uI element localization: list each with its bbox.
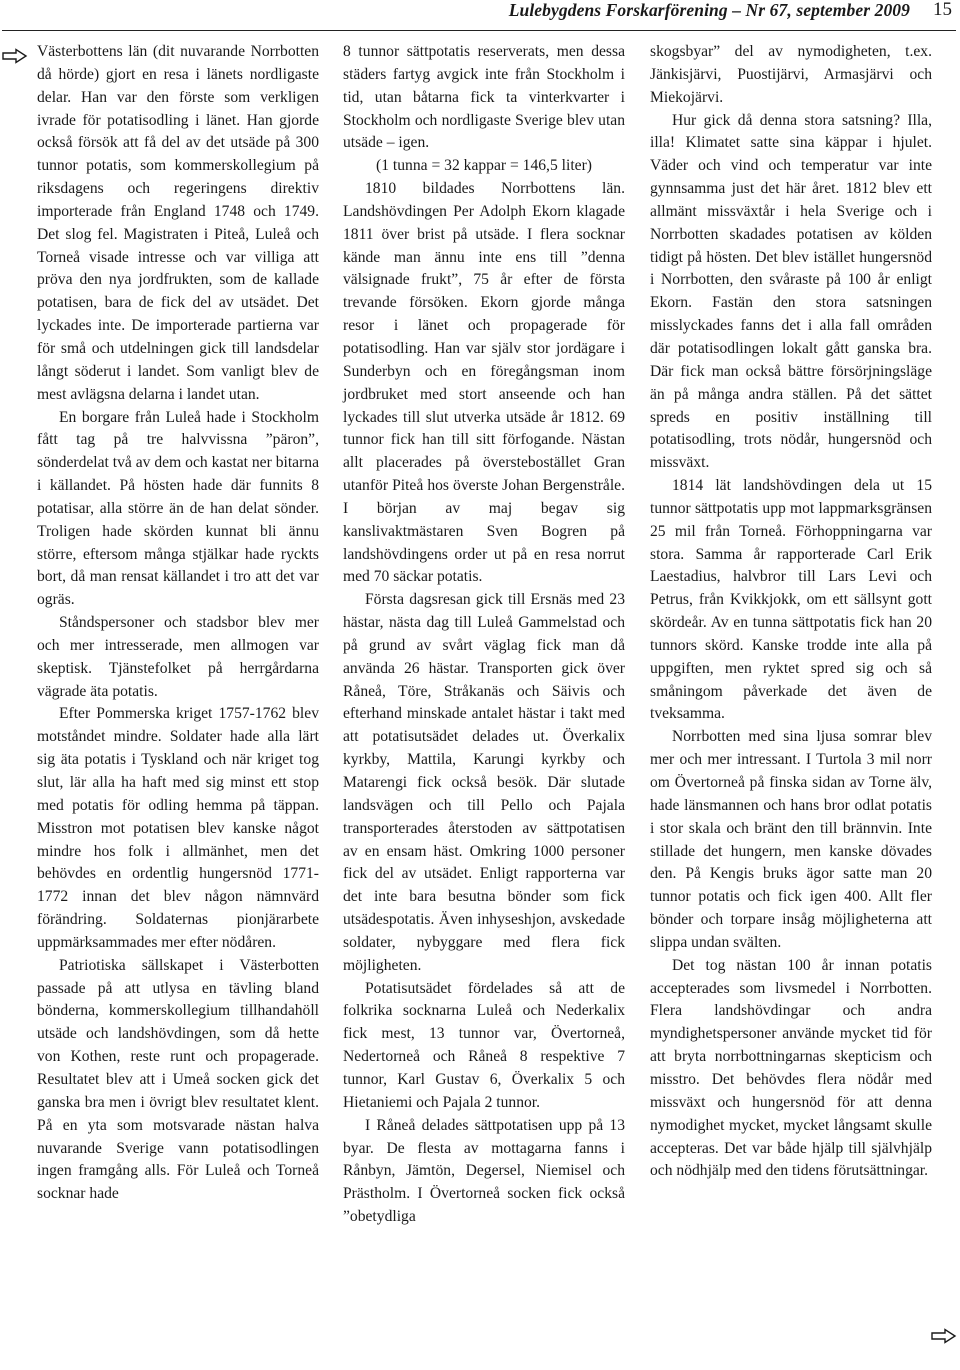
running-header — [0, 0, 960, 30]
measure-note: (1 tunna = 32 kappar = 146,5 liter) — [376, 157, 592, 175]
paragraph: Potatisutsädet fördelades så att de folkrika socknarna Luleå och Nederkalix fick mest, 13 tunnor var, Övertorneå, Nedertorneå och Råneå 8 respektive 7 tunnor, Karl Gustav 6, Överkalix 5 och Hietaniemi och Pajala 2 tunnor. — [343, 979, 625, 1111]
article-column-2 — [343, 41, 625, 1229]
paragraph: I Råneå delades sättpotatisen upp på 13 byar. De flesta av mottagarna fanns i Rånbyn, Jämtön, Degersel, Niemisel och Prästholm. I Övertorneå socken fick också ”obetydliga — [343, 1116, 625, 1226]
paragraph: 1814 lät landshövdingen dela ut 15 tunnor sättpotatis upp mot lappmarksgränsen 25 mil från Torneå. Förhoppningarna var stora. Samma år rapporterade Carl Erik Laestadius, halvbror till Lars Levi och Petrus, från Kvikkjokk, om ett sällsynt gott skördeår. Av en tunna sättpotatis fick han 20 tunnors skörd. Kanske trodde inte alla på uppgiften, men ryktet spred sig och så småningom påverkade det även de tveksamma. — [650, 477, 932, 723]
continued-on-arrow-icon — [931, 1328, 957, 1344]
paragraph: Ståndspersoner och stadsbor blev mer och mer intresserade, men allmogen var skeptisk. Tjänstefolket på herrgårdarna vägrade äta potatis. — [37, 614, 319, 700]
continued-from-arrow-icon — [2, 48, 28, 64]
paragraph: 1810 bildades Norrbottens län. Landshövdingen Per Adolph Ekorn klagade 1811 över brist på utsäde. I flera socknar kände man ännu inte ens till ”denna välsignade frukt”, 75 år efter de första trevande försöken. Ekorn gjorde många resor i länet och propagerade för potatisodling. Han var själv stor jordägare i Sunderbyn och en föregångsman inom jordbruket med stort anseende och han lyckades till slut utverka utsäde år 1812. 69 tunnor fick han till sitt förfogande. Nästan allt placerades på överstebostället Gran utanför Piteå hos överste Johan Bergenstråle. I början av maj begav sig kanslivaktmästaren Sven Bogren på landshövdingens order ut på en resa norrut med 70 säckar potatis. — [343, 180, 625, 586]
header-rule — [2, 30, 956, 31]
paragraph: Västerbottens län (dit nuvarande Norrbotten då hörde) gjort en resa i länets nordligaste delar. Han var den förste som verkligen ivrade för potatisodling i länet. Han gjorde också försök att få del av det utsäde på 300 tunnor potatis, som kommerskollegium på riksdagens och regeringens direktiv importerade från England 1748 och 1749. Det slog fel. Magistraten i Piteå, Luleå och Torneå visade intresse och var villiga att pröva den nya jordfrukten, som de kallade potatisen, bara de fick del av utsädet. Det lyckades inte. De importerade partierna var för små och utdelningen gick till landsdelar långt söderut i landet. Som vanligt blev de mest avlägsna delarna i landet utan. — [37, 43, 319, 403]
paragraph: Första dagsresan gick till Ersnäs med 23 hästar, nästa dag till Luleå Gammelstad och på grund av svårt väglag fick man då använda 26 hästar. Transporten gick över Råneå, Töre, Stråkanäs och Säivis och efterhand minskade antalet hästar i takt med att potatisutsädet delades ut. Överkalix kyrkby, Mattila, Karungi kyrkby och Matarengi fick också besök. Där slutade landsvägen och till Pello och Pajala transporterades återstoden av sättpotatisen av en ensam häst. Omkring 1000 personer fick del av utsädet. Enligt rapporterna var det inte bara besutna bönder som fick utsädespotatis. Även inhyseshjon, avskedade soldater, nybyggare med flera fick möjligheten. — [343, 591, 625, 974]
paragraph: Efter Pommerska kriget 1757-1762 blev motståndet mindre. Soldater hade alla lärt sig äta potatis i Tyskland och när kriget tog slut, lär alla ha haft med sig minst ett stop med potatis för odling hemma på täppan. Misstron mot potatisen blev kanske något mindre hos folk i allmänhet, men det behövdes en ordentlig hungersnöd 1771-1772 innan det blev någon nämnvärd förändring. Soldaternas pionjärarbete uppmärksammades mer efter nödåren. — [37, 705, 319, 951]
paragraph: En borgare från Luleå hade i Stockholm fått tag på tre halvvissna ”päron”, sönderdelat två av dem och kastat ner bitarna i källandet. På hösten hade där funnits 8 potatisar, alla större än de han delat sönder. Troligen hade skörden kunnat bli ännu större, eftersom många stjälkar hade ryckts bort, då man rensat källandet i tro att det var ogräs. — [37, 408, 319, 609]
paragraph: 8 tunnor sättpotatis reserverats, men dessa städers fartyg avgick inte från Stockholm i tid, utan båtarna fick ta vinterkvarter i Stockholm och nordligaste Sverige blev utan utsäde – igen. — [343, 43, 625, 152]
paragraph: Norrbotten med sina ljusa somrar blev mer och mer intressant. I Turtola 3 mil norr om Övertorneå på finska sidan av Torne älv, hade länsmannen och hans bror odlat potatis i stor skala och bränt den till brännvin. Inte stillade det hungern, men kanske dövades den. På Kengis bruks ägor satte man 20 tunnor potatis och fick igen 400. Allt fler bönder och torpare insåg möjligheterna att slippa undan svälten. — [650, 728, 932, 951]
paragraph: Hur gick då denna stora satsning? Illa, illa! Klimatet satte sina käppar i hjulet. Väder och vind och temperatur var inte gynnsamma just det här året. 1812 blev ett allmänt missväxtår i hela Sverige och i Norrbotten skadades potatisen av kölden tidigt på hösten. Det blev istället hungersnöd i Norrbotten, den svåraste på 100 år enligt Ekorn. Fastän den stora satsningen misslyckades fanns det i alla fall områden där potatisodlingen lokalt gått ganska bra. Där fick man också bättre försörjningsläge än på många andra ställen. På det sättet spreds en positiv inställning till potatisodling, trots nödår, hungersnöd och missväxt. — [650, 111, 932, 472]
paragraph: skogsbyar” del av nymodigheten, t.ex. Jänkisjärvi, Puostijärvi, Armasjärvi och Miekojärvi. — [650, 43, 932, 106]
paragraph: Patriotiska sällskapet i Västerbotten passade på att utlysa en tävling bland bönderna, kommerskollegium tillhandahöll utsäde och landshövdingen, som då hette von Kothen, reste runt och propagerade. Resultatet blev att i Umeå socken gick det ganska bra men i övrigt blev resultatet klent. På en yta som motsvarade nästan halva nuvarande Sverige vann potatisodlingen ingen framgång alls. För Luleå och Torneå socknar hade — [37, 956, 319, 1203]
paragraph: Det tog nästan 100 år innan potatis accepterades som livsmedel i Norrbotten. Flera landshövdingar och andra myndighetspersoner använde mycket tid för att bryta norrbottningarnas skepticism och misstro. Det behövdes flera nödår med missväxt och hungersnöd för att denna nymodighet mycket, mycket långsamt skulle accepteras. Det var både hjälp till självhjälp och nödhjälp med den tidens förutsättningar. — [650, 956, 932, 1180]
page-number: 15 — [933, 0, 952, 20]
journal-title: Lulebygdens Forskarförening – Nr 67, september 2009 — [508, 0, 910, 20]
article-column-3 — [650, 41, 932, 1183]
article-column-1 — [37, 41, 319, 1206]
